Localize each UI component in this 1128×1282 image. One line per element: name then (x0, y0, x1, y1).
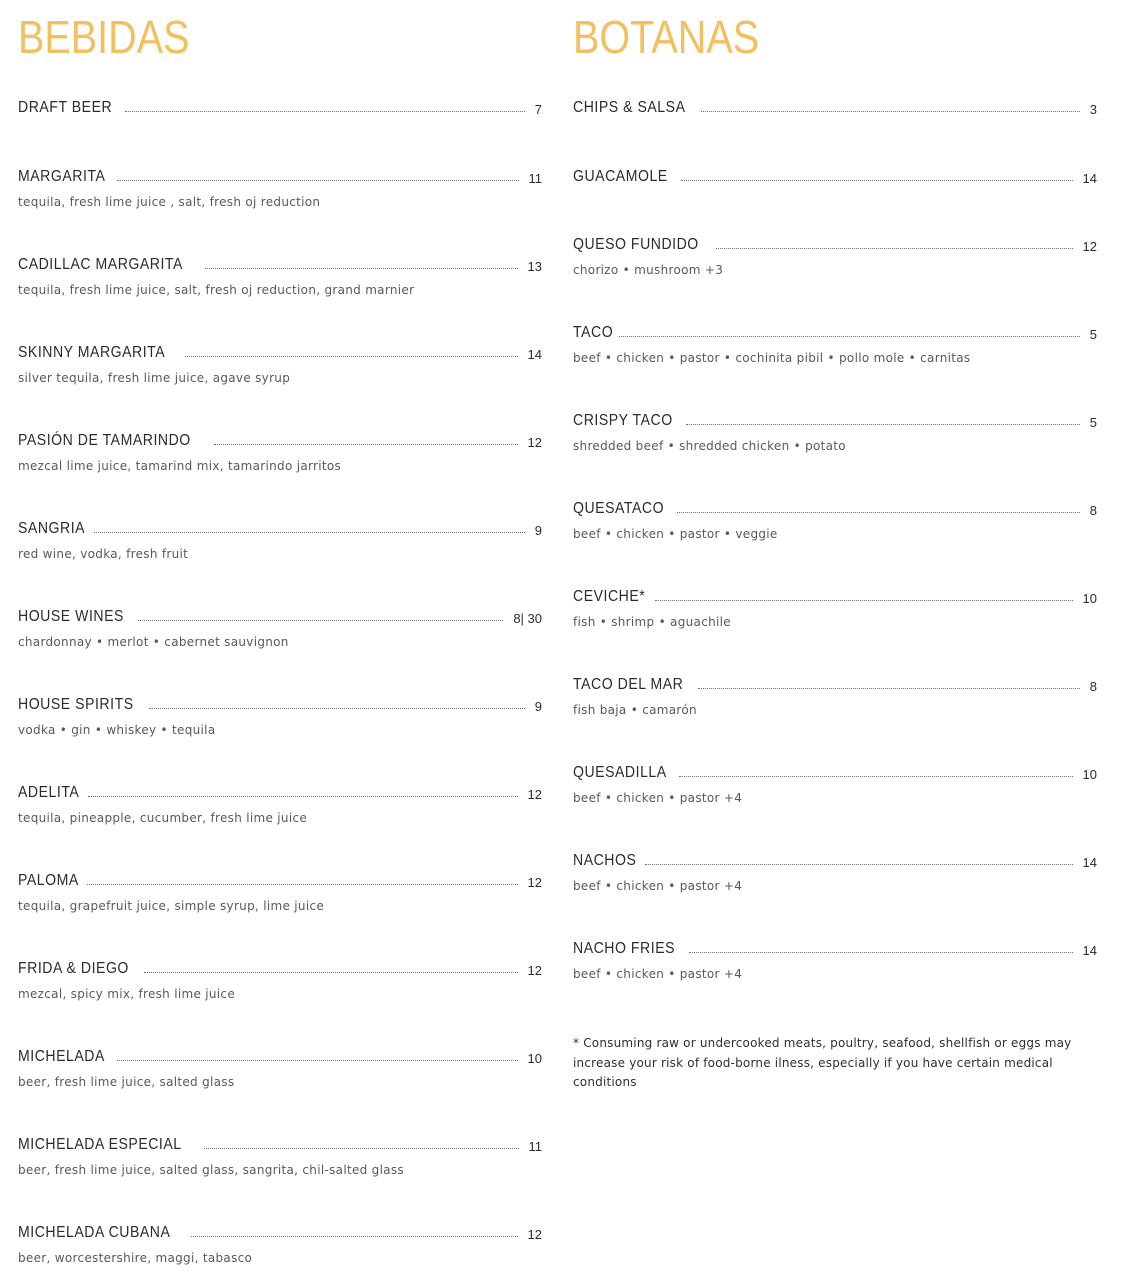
dotted-leader (214, 444, 517, 445)
item-name: TACO DEL MAR (573, 676, 684, 693)
item-price: 14 (1082, 855, 1097, 870)
menu-item-taco (573, 321, 1097, 366)
item-name: MICHELADA ESPECIAL (18, 1136, 182, 1153)
dotted-leader (185, 356, 517, 357)
menu-item-michelada-cubana (18, 1221, 542, 1266)
item-description: beef • chicken • pastor • cochinita pibil • pollo mole • carnitas (573, 351, 971, 365)
item-price: 9 (534, 523, 542, 538)
item-description: beef • chicken • pastor +4 (573, 791, 743, 805)
item-name: CEVICHE* (573, 588, 646, 605)
item-description: beer, fresh lime juice, salted glass (18, 1075, 235, 1089)
menu-item-michelada (18, 1045, 542, 1090)
item-price: 11 (528, 171, 542, 186)
item-name: MICHELADA CUBANA (18, 1224, 171, 1241)
item-price: 12 (527, 875, 542, 890)
item-name: GUACAMOLE (573, 168, 668, 185)
item-description: beef • chicken • pastor +4 (573, 967, 743, 981)
item-description: mezcal lime juice, tamarind mix, tamarindo jarritos (18, 459, 342, 473)
item-description: fish baja • camarón (573, 703, 697, 717)
item-description: tequila, pineapple, cucumber, fresh lime juice (18, 811, 308, 825)
dotted-leader (205, 268, 517, 269)
item-description: beer, worcestershire, maggi, tabasco (18, 1251, 253, 1265)
item-description: shredded beef • shredded chicken • potato (573, 439, 846, 453)
item-price: 13 (527, 259, 542, 274)
item-name: PASIÓN DE TAMARINDO (18, 432, 191, 449)
item-name: NACHOS (573, 852, 637, 869)
dotted-leader (88, 796, 518, 797)
dotted-leader (191, 1236, 517, 1237)
item-price: 10 (1082, 767, 1097, 782)
menu-item-draft-beer (18, 96, 542, 118)
dotted-leader (144, 972, 517, 973)
item-description: tequila, fresh lime juice, salt, fresh oj reduction, grand marnier (18, 283, 415, 297)
dotted-leader (117, 180, 518, 181)
dotted-leader (689, 952, 1073, 953)
dotted-leader (94, 532, 525, 533)
item-description: silver tequila, fresh lime juice, agave syrup (18, 371, 291, 385)
item-name: CHIPS & SALSA (573, 99, 686, 116)
menu-item-taco-del-mar (573, 673, 1097, 718)
item-name: CADILLAC MARGARITA (18, 256, 183, 273)
item-price: 8| 30 (513, 611, 542, 626)
item-price: 12 (527, 963, 542, 978)
menu-item-house-spirits (18, 693, 542, 738)
item-name: CRISPY TACO (573, 412, 673, 429)
menu-item-margarita (18, 165, 542, 210)
item-name: SKINNY MARGARITA (18, 344, 166, 361)
item-description: vodka • gin • whiskey • tequila (18, 723, 216, 737)
botanas-heading: BOTANAS (573, 11, 760, 63)
menu-item-house-wines (18, 605, 542, 650)
item-price: 5 (1089, 327, 1097, 342)
menu-item-crispy-taco (573, 409, 1097, 454)
item-price: 14 (1082, 943, 1097, 958)
item-description: tequila, grapefruit juice, simple syrup, lime juice (18, 899, 325, 913)
item-price: 8 (1089, 503, 1097, 518)
item-name: QUESO FUNDIDO (573, 236, 699, 253)
item-price: 3 (1089, 102, 1097, 117)
menu-item-adelita (18, 781, 542, 826)
item-description: fish • shrimp • aguachile (573, 615, 731, 629)
item-price: 5 (1089, 415, 1097, 430)
menu-item-chips-salsa (573, 96, 1097, 118)
item-name: MARGARITA (18, 168, 106, 185)
dotted-leader (701, 111, 1080, 112)
menu-item-nachos (573, 849, 1097, 894)
dotted-leader (87, 884, 517, 885)
item-name: QUESATACO (573, 500, 665, 517)
item-price: 12 (527, 1227, 542, 1242)
item-price: 11 (528, 1139, 542, 1154)
dotted-leader (679, 776, 1072, 777)
item-price: 12 (527, 787, 542, 802)
dotted-leader (125, 111, 525, 112)
bebidas-heading: BEBIDAS (18, 11, 190, 63)
item-description: chorizo • mushroom +3 (573, 263, 724, 277)
menu-item-michelada-especial (18, 1133, 542, 1178)
dotted-leader (204, 1148, 519, 1149)
dotted-leader (681, 180, 1073, 181)
menu-item-frida-diego (18, 957, 542, 1002)
item-name: DRAFT BEER (18, 99, 113, 116)
menu-item-guacamole (573, 165, 1097, 187)
dotted-leader (655, 600, 1072, 601)
menu-item-queso-fundido (573, 233, 1097, 278)
item-description: beef • chicken • pastor +4 (573, 879, 743, 893)
item-name: TACO (573, 324, 614, 341)
item-price: 12 (1082, 239, 1097, 254)
item-price: 12 (527, 435, 542, 450)
menu-item-sangria (18, 517, 542, 562)
item-description: tequila, fresh lime juice , salt, fresh oj reduction (18, 195, 321, 209)
item-name: HOUSE WINES (18, 608, 124, 625)
menu-item-ceviche (573, 585, 1097, 630)
item-name: HOUSE SPIRITS (18, 696, 134, 713)
item-price: 14 (1082, 171, 1097, 186)
menu-item-quesadilla (573, 761, 1097, 806)
item-name: PALOMA (18, 872, 79, 889)
menu-item-paloma (18, 869, 542, 914)
item-price: 10 (527, 1051, 542, 1066)
dotted-leader (645, 864, 1072, 865)
item-name: QUESADILLA (573, 764, 667, 781)
dotted-leader (149, 708, 524, 709)
dotted-leader (686, 424, 1079, 425)
item-name: NACHO FRIES (573, 940, 676, 957)
item-price: 10 (1082, 591, 1097, 606)
item-description: mezcal, spicy mix, fresh lime juice (18, 987, 236, 1001)
item-description: red wine, vodka, fresh fruit (18, 547, 189, 561)
menu-item-cadillac-margarita (18, 253, 542, 298)
item-price: 9 (534, 699, 542, 714)
dotted-leader (698, 688, 1079, 689)
menu-item-skinny-margarita (18, 341, 542, 386)
menu-item-pasion-de-tamarindo (18, 429, 542, 474)
item-description: chardonnay • merlot • cabernet sauvignon (18, 635, 289, 649)
item-name: MICHELADA (18, 1048, 105, 1065)
dotted-leader (117, 1060, 518, 1061)
raw-food-disclaimer: * Consuming raw or undercooked meats, poultry, seafood, shellfish or eggs may increase your risk of food-borne ilness, especially if you have certain medical conditions (573, 1036, 1072, 1089)
dotted-leader (677, 512, 1080, 513)
dotted-leader (619, 336, 1080, 337)
item-name: ADELITA (18, 784, 80, 801)
item-price: 8 (1089, 679, 1097, 694)
item-price: 7 (534, 102, 542, 117)
item-description: beef • chicken • pastor • veggie (573, 527, 778, 541)
dotted-leader (716, 248, 1073, 249)
item-name: SANGRIA (18, 520, 86, 537)
item-description: beer, fresh lime juice, salted glass, sangrita, chil-salted glass (18, 1163, 404, 1177)
menu-item-nacho-fries (573, 937, 1097, 982)
item-name: FRIDA & DIEGO (18, 960, 129, 977)
dotted-leader (138, 620, 503, 621)
menu-item-quesataco (573, 497, 1097, 542)
item-price: 14 (527, 347, 542, 362)
